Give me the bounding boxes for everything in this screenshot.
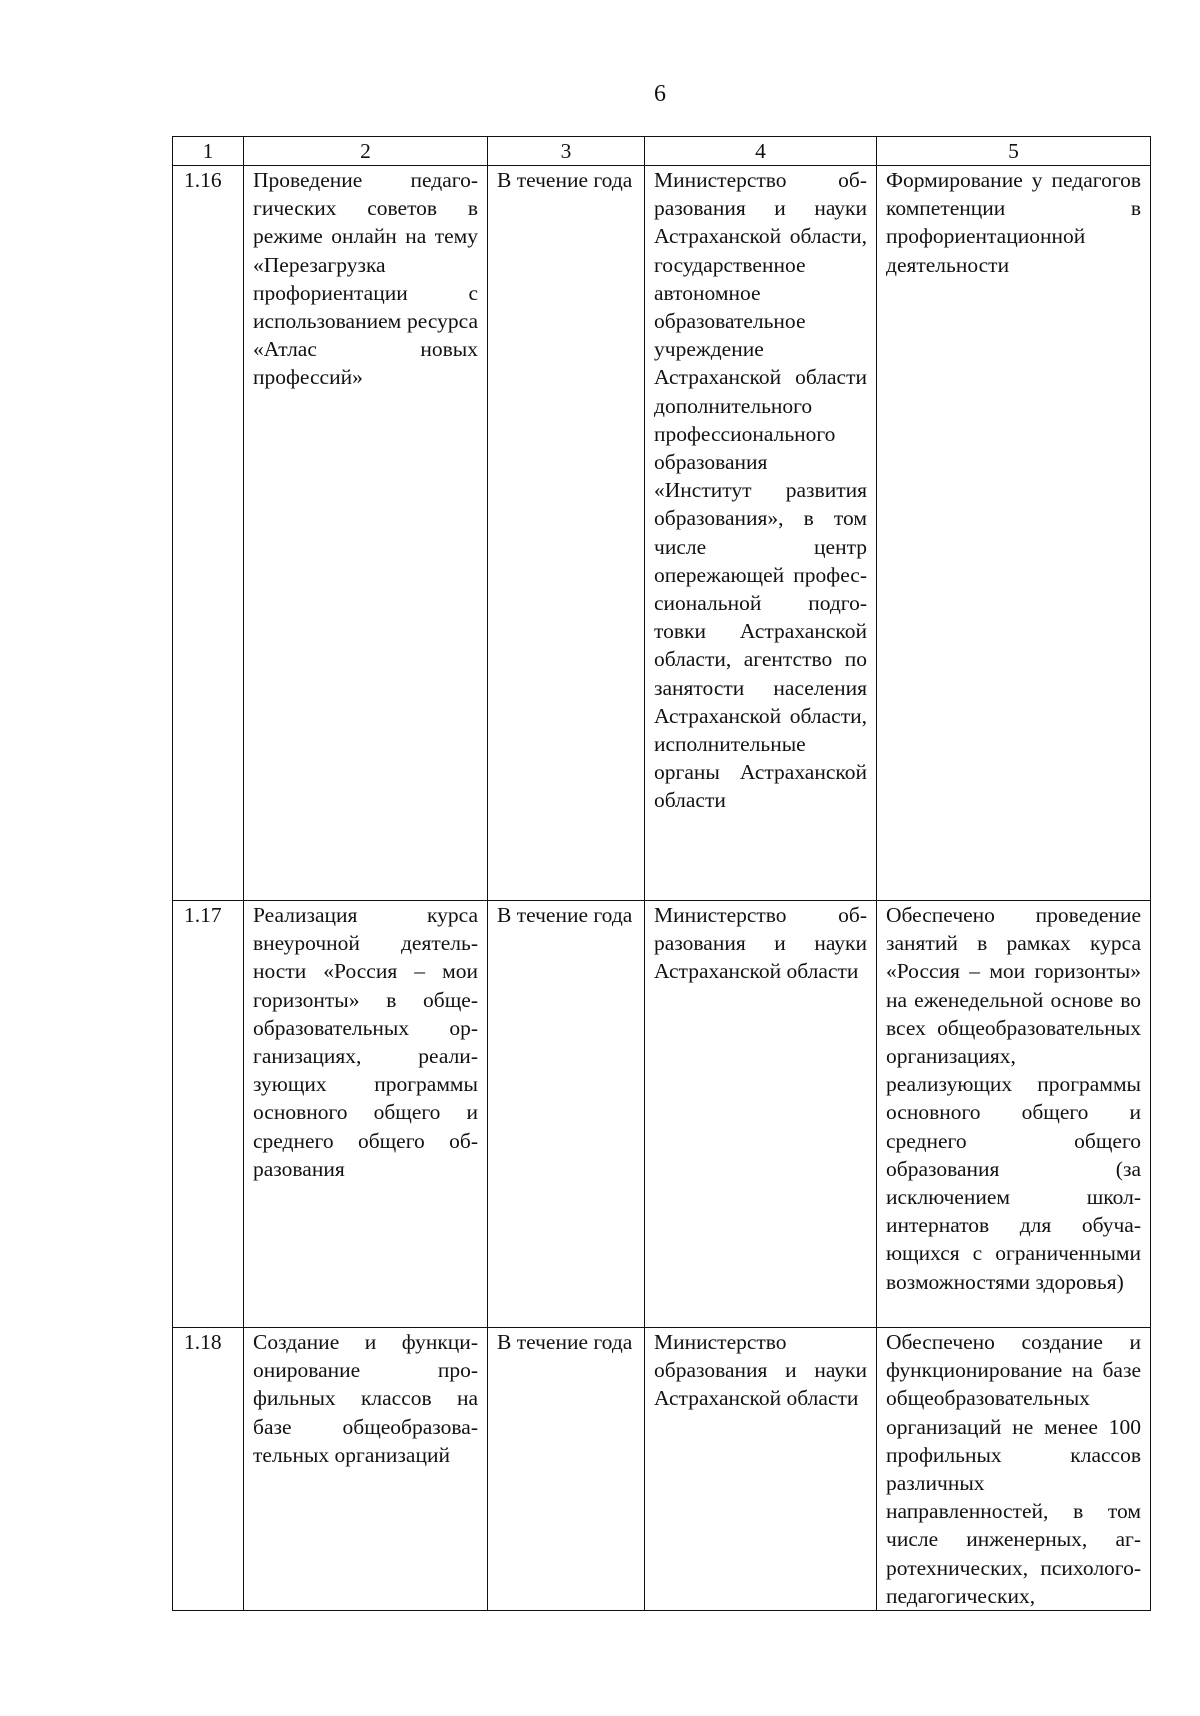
row-number: 1.18	[173, 1328, 244, 1611]
responsible-cell: Министерство образования и науки Астраханской области	[645, 1328, 877, 1611]
column-header-4: 4	[645, 137, 877, 166]
table-row	[173, 901, 1151, 1328]
row-number: 1.17	[173, 901, 244, 1328]
term-cell: В течение года	[488, 1328, 645, 1611]
measures-table	[172, 136, 1151, 1611]
result-cell: Формирование у педагогов компетенции в профориентационной деятельности	[877, 166, 1151, 901]
page-number: 6	[654, 81, 666, 107]
column-header-2: 2	[244, 137, 488, 166]
column-header-5: 5	[877, 137, 1151, 166]
column-header-3: 3	[488, 137, 645, 166]
responsible-cell: Министерство образования и науки Астраханской области, государственное автономное образовательное учреждение Астраханской области дополнительного профессионального образования «Институт развития образования», в том числе центр опережающей профессиональной подготовки Астраханской области, агентство по занятости населения Астраханской области, исполнительные органы Астраханской области	[645, 166, 877, 901]
table-header-row	[173, 137, 1151, 166]
event-cell: Реализация курса внеурочной деятельности «Россия – мои горизонты» в общеобразовательных организациях, реализующих программы основного общего и среднего общего образования	[244, 901, 488, 1328]
row-number: 1.16	[173, 166, 244, 901]
responsible-cell: Министерство образования и науки Астраханской области	[645, 901, 877, 1328]
table-row	[173, 166, 1151, 901]
term-cell: В течение года	[488, 901, 645, 1328]
result-cell: Обеспечено создание и функционирование на базе общеобразовательных организаций не менее 100 профильных классов различных направленностей, в том числе инженерных, агротехнических, психолого-педагогических,	[877, 1328, 1151, 1611]
column-header-1: 1	[173, 137, 244, 166]
term-cell: В течение года	[488, 166, 645, 901]
event-cell: Создание и функционирование профильных классов на базе общеобразовательных организаций	[244, 1328, 488, 1611]
table-row	[173, 1328, 1151, 1611]
result-cell: Обеспечено проведение занятий в рамках курса «Россия – мои горизонты» на еженедельной основе во всех общеобразовательных организациях, реализующих программы основного общего и среднего общего образования (за исключением школ-интернатов для обучающихся с ограниченными возможностями здоровья)	[877, 901, 1151, 1328]
event-cell: Проведение педагогических советов в режиме онлайн на тему «Перезагрузка профориентации с использованием ресурса «Атлас новых профессий»	[244, 166, 488, 901]
